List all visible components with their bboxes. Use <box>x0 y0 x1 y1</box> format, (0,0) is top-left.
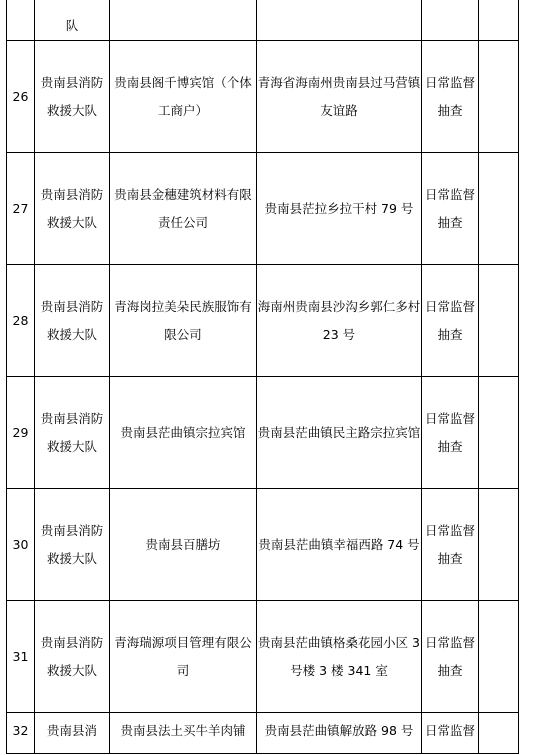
type-cell: 日常监督抽查 <box>422 153 479 265</box>
extra-cell <box>479 0 519 41</box>
name-cell: 贵南县法土买牛羊肉铺 <box>110 713 257 754</box>
type-cell: 日常监督抽查 <box>422 489 479 601</box>
table-row <box>7 265 519 377</box>
unit-cell: 贵南县消防救援大队 <box>35 377 110 489</box>
address-cell: 贵南县茫曲镇解放路 98 号 <box>257 713 422 754</box>
row-number: 31 <box>7 601 35 713</box>
name-cell: 贵南县茫曲镇宗拉宾馆 <box>110 377 257 489</box>
extra-cell <box>479 41 519 153</box>
address-cell: 贵南县茫曲镇民主路宗拉宾馆 <box>257 377 422 489</box>
name-cell <box>110 0 257 41</box>
address-cell: 海南州贵南县沙沟乡郭仁多村 23 号 <box>257 265 422 377</box>
unit-cell: 贵南县消 <box>35 713 110 754</box>
unit-cell: 贵南县消防救援大队 <box>35 41 110 153</box>
extra-cell <box>479 153 519 265</box>
address-cell <box>257 0 422 41</box>
type-cell: 日常监督抽查 <box>422 377 479 489</box>
table-row <box>7 153 519 265</box>
unit-cell: 贵南县消防救援大队 <box>35 601 110 713</box>
type-cell: 日常监督抽查 <box>422 41 479 153</box>
unit-cell: 贵南县消防救援大队 <box>35 153 110 265</box>
type-cell <box>422 0 479 41</box>
table-row <box>7 713 519 754</box>
row-number: 29 <box>7 377 35 489</box>
extra-cell <box>479 377 519 489</box>
address-cell: 贵南县茫拉乡拉干村 79 号 <box>257 153 422 265</box>
row-number <box>7 0 35 41</box>
extra-cell <box>479 489 519 601</box>
row-number: 26 <box>7 41 35 153</box>
table-row <box>7 0 519 41</box>
inspection-table <box>6 0 519 754</box>
extra-cell <box>479 713 519 754</box>
name-cell: 青海岗拉美朵民族服饰有限公司 <box>110 265 257 377</box>
row-number: 32 <box>7 713 35 754</box>
row-number: 27 <box>7 153 35 265</box>
address-cell: 贵南县茫曲镇格桑花园小区 3 号楼 3 楼 341 室 <box>257 601 422 713</box>
address-cell: 贵南县茫曲镇幸福西路 74 号 <box>257 489 422 601</box>
address-cell: 青海省海南州贵南县过马营镇友谊路 <box>257 41 422 153</box>
type-cell: 日常监督抽查 <box>422 265 479 377</box>
name-cell: 青海瑞源项目管理有限公司 <box>110 601 257 713</box>
table-row <box>7 41 519 153</box>
unit-cell: 贵南县消防救援大队 <box>35 489 110 601</box>
table-row <box>7 489 519 601</box>
name-cell: 贵南县金穗建筑材料有限责任公司 <box>110 153 257 265</box>
name-cell: 贵南县百膳坊 <box>110 489 257 601</box>
extra-cell <box>479 265 519 377</box>
type-cell: 日常监督 <box>422 713 479 754</box>
row-number: 30 <box>7 489 35 601</box>
extra-cell <box>479 601 519 713</box>
type-cell: 日常监督抽查 <box>422 601 479 713</box>
table-row <box>7 601 519 713</box>
row-number: 28 <box>7 265 35 377</box>
table-row <box>7 377 519 489</box>
unit-cell: 队 <box>35 0 110 41</box>
unit-cell: 贵南县消防救援大队 <box>35 265 110 377</box>
name-cell: 贵南县阁千博宾馆（个体工商户） <box>110 41 257 153</box>
